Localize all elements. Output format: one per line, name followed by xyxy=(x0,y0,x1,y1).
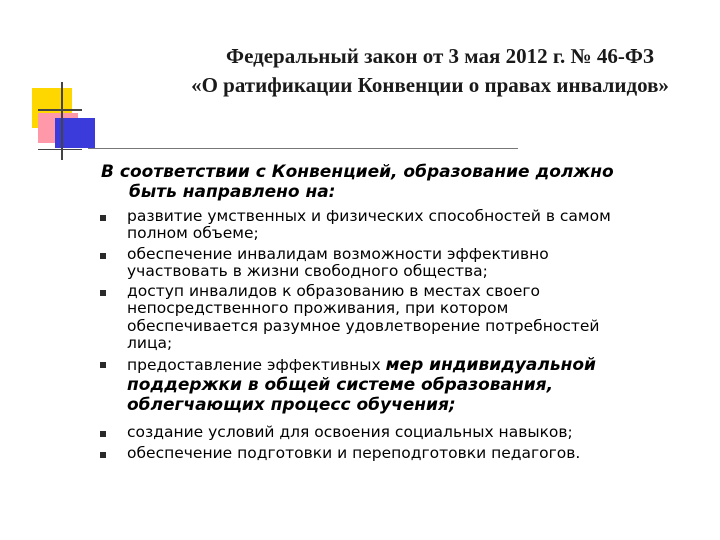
list-item-line: развитие умственных и физических способностей в самом xyxy=(127,207,611,225)
square-bullet-icon xyxy=(100,253,106,259)
title-line-1: Федеральный закон от 3 мая 2012 г. № 46-ФЗ xyxy=(226,44,654,68)
bullet-list xyxy=(96,208,716,465)
square-bullet-icon xyxy=(100,215,106,221)
list-item-line: обеспечение инвалидам возможности эффективно xyxy=(127,244,549,263)
list-item-line: доступ инвалидов к образованию в местах своего xyxy=(127,282,541,301)
list-item-lead: предоставление эффективных xyxy=(127,356,386,375)
title-divider xyxy=(88,148,518,149)
logo-horizontal-line xyxy=(38,109,82,111)
square-bullet-icon xyxy=(100,290,106,296)
list-item xyxy=(96,445,716,462)
list-item-emphasis: облегчающих процесс обучения; xyxy=(127,395,456,416)
square-bullet-icon xyxy=(100,362,106,368)
intro-line-2: быть направлено на: xyxy=(129,182,336,202)
square-bullet-icon xyxy=(100,452,106,458)
list-item xyxy=(96,355,716,415)
list-item-line: полном объеме; xyxy=(127,224,259,243)
intro-line-1: В соответствии с Конвенцией, образование должно xyxy=(101,162,614,182)
slide-title xyxy=(100,42,720,100)
list-item-line: обеспечивается разумное удовлетворение потребностей xyxy=(127,316,600,335)
list-item-emphasis: поддержки в общей системе образования, xyxy=(127,375,554,396)
list-item xyxy=(96,424,716,441)
list-item xyxy=(96,283,716,352)
list-item xyxy=(96,208,716,243)
logo-horizontal-line-lower xyxy=(38,149,82,150)
title-line-2: «О ратификации Конвенции о правах инвалидов» xyxy=(191,73,669,97)
list-item-line: обеспечение подготовки и переподготовки педагогов. xyxy=(127,443,581,462)
list-item-emphasis: мер индивидуальной xyxy=(385,355,596,376)
list-item-line: создание условий для освоения социальных навыков; xyxy=(127,423,573,442)
list-item-line: участвовать в жизни свободного общества; xyxy=(127,261,488,280)
list-item-line: непосредственного проживания, при котором xyxy=(127,299,509,318)
list-item xyxy=(96,246,716,281)
square-bullet-icon xyxy=(100,431,106,437)
list-item-line: лица; xyxy=(127,334,173,353)
intro-text xyxy=(101,162,701,202)
